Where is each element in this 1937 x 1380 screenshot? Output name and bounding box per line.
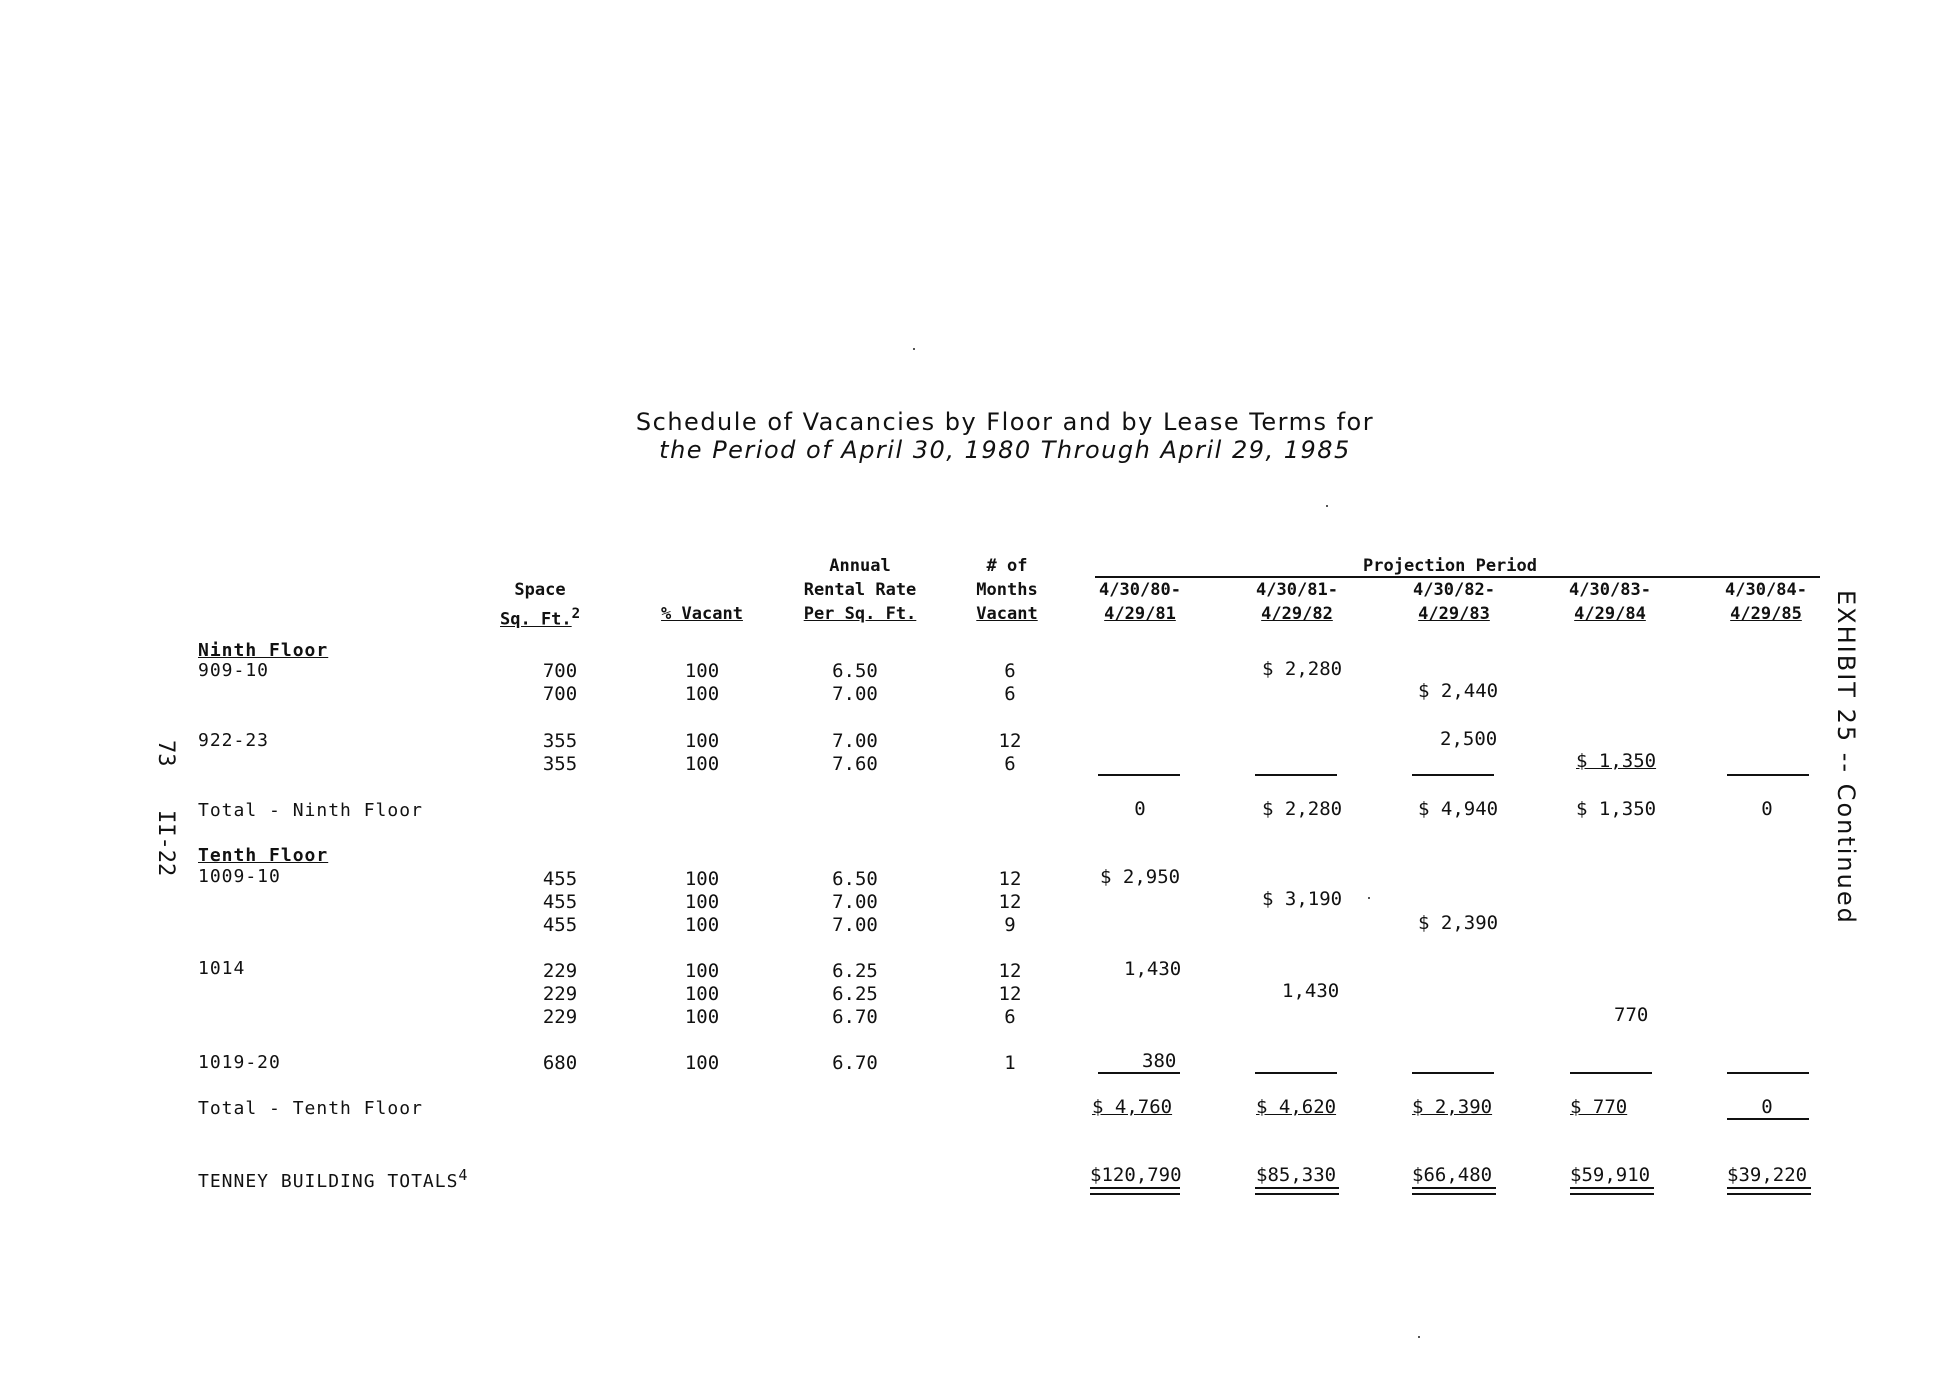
total-period-2: $ 4,620 (1256, 1096, 1337, 1118)
period-1-start: 4/30/80- (1099, 580, 1181, 600)
exhibit-label: EXHIBIT 25 -- Continued (1832, 590, 1860, 925)
section-heading-ninth-floor: Ninth Floor (198, 640, 329, 661)
total-period-3: $ 4,940 (1418, 798, 1499, 820)
total-rule-period-5 (1727, 1118, 1809, 1120)
cell-sqft: 229 (542, 1006, 578, 1028)
cell-vacant: 100 (684, 1052, 720, 1074)
footnote-2: 2 (571, 606, 581, 622)
double-rule (1090, 1187, 1180, 1195)
period-2-end: 4/29/82 (1261, 604, 1333, 624)
cell-months: 9 (1004, 914, 1016, 936)
cell-sqft: 455 (542, 914, 578, 936)
cell-sqft: 455 (542, 868, 578, 890)
cell-months: 1 (1004, 1052, 1016, 1074)
cell-months: 12 (998, 730, 1022, 752)
total-label-ninth-floor: Total - Ninth Floor (198, 800, 423, 821)
period-header-3 (1404, 578, 1504, 626)
col-header-rate-l3: Per Sq. Ft. (803, 604, 917, 624)
col-header-space-l2: Sq. Ft.$^2$ (500, 606, 581, 630)
col-header-months (962, 554, 1052, 626)
cell-vacant: 100 (684, 1006, 720, 1028)
cell-months: 6 (1004, 660, 1016, 682)
period-header-2 (1247, 578, 1347, 626)
total-period-1: 0 (1134, 798, 1146, 820)
cell-period-2: 1,430 (1282, 980, 1340, 1002)
cell-months: 12 (998, 983, 1022, 1005)
cell-rate: 7.00 (832, 683, 878, 705)
subtotal-rule (1255, 774, 1337, 776)
cell-period-2: $ 2,280 (1262, 658, 1343, 680)
building-total-period-3: $66,480 (1412, 1164, 1493, 1186)
cell-period-2: $ 3,190 (1262, 888, 1343, 910)
period-4-end: 4/29/84 (1574, 604, 1646, 624)
unit-label: 1009-10 (198, 866, 281, 887)
cell-vacant: 100 (684, 960, 720, 982)
section-heading-tenth-floor: Tenth Floor (198, 845, 329, 866)
building-total-period-4: $59,910 (1570, 1164, 1651, 1186)
total-period-3: $ 2,390 (1412, 1096, 1493, 1118)
period-3-end: 4/29/83 (1418, 604, 1490, 624)
period-5-end: 4/29/85 (1730, 604, 1802, 624)
cell-months: 6 (1004, 683, 1016, 705)
cell-period-1: $ 2,950 (1100, 866, 1181, 888)
total-period-4: $ 1,350 (1576, 798, 1657, 820)
col-header-months-l1: # of (986, 556, 1028, 576)
scan-speck (1368, 897, 1370, 899)
period-header-4 (1560, 578, 1660, 626)
double-rule (1727, 1187, 1811, 1195)
col-header-vacant: % Vacant (661, 604, 743, 624)
scan-speck (913, 348, 915, 350)
period-4-start: 4/30/83- (1569, 580, 1651, 600)
total-period-4: $ 770 (1570, 1096, 1628, 1118)
cell-sqft: 229 (542, 960, 578, 982)
double-rule (1570, 1187, 1654, 1195)
cell-months: 6 (1004, 753, 1016, 775)
cell-vacant: 100 (684, 753, 720, 775)
period-header-1 (1090, 578, 1190, 626)
cell-sqft: 680 (542, 1052, 578, 1074)
subtotal-rule (1098, 774, 1180, 776)
subtotal-rule (1255, 1072, 1337, 1074)
cell-period-3: 2,500 (1440, 728, 1498, 750)
scan-speck (1326, 505, 1328, 507)
page-number: 73 (153, 740, 178, 767)
projection-period-header: Projection Period (1363, 556, 1537, 576)
building-total-period-1: $120,790 (1090, 1164, 1182, 1186)
period-5-start: 4/30/84- (1725, 580, 1807, 600)
cell-rate: 6.25 (832, 983, 878, 1005)
cell-vacant: 100 (684, 914, 720, 936)
cell-rate: 7.00 (832, 914, 878, 936)
col-header-rate-l2: Rental Rate (803, 580, 917, 600)
cell-sqft: 455 (542, 891, 578, 913)
cell-rate: 6.50 (832, 660, 878, 682)
unit-label: 1019-20 (198, 1052, 281, 1073)
cell-vacant: 100 (684, 730, 720, 752)
subtotal-rule (1727, 1072, 1809, 1074)
period-3-start: 4/30/82- (1413, 580, 1495, 600)
total-period-2: $ 2,280 (1262, 798, 1343, 820)
building-totals-label (198, 1166, 468, 1192)
total-period-1: $ 4,760 (1092, 1096, 1173, 1118)
building-total-period-2: $85,330 (1256, 1164, 1337, 1186)
total-period-5: 0 (1761, 1096, 1773, 1118)
total-period-5: 0 (1761, 798, 1773, 820)
cell-vacant: 100 (684, 891, 720, 913)
period-2-start: 4/30/81- (1256, 580, 1338, 600)
cell-rate: 7.00 (832, 891, 878, 913)
cell-vacant: 100 (684, 983, 720, 1005)
subtotal-rule (1098, 1072, 1180, 1074)
cell-sqft: 700 (542, 683, 578, 705)
subtotal-rule (1570, 1072, 1652, 1074)
scan-speck (1418, 1336, 1420, 1338)
cell-rate: 6.50 (832, 868, 878, 890)
page-title: Schedule of Vacancies by Floor and by Lease Terms for (635, 408, 1375, 436)
cell-months: 6 (1004, 1006, 1016, 1028)
page-subtitle: the Period of April 30, 1980 Through April 29, 1985 (659, 436, 1351, 464)
cell-period-4: $ 1,350 (1576, 750, 1657, 772)
subtotal-rule (1412, 1072, 1494, 1074)
cell-rate: 6.70 (832, 1006, 878, 1028)
unit-label: 1014 (198, 958, 246, 979)
building-total-period-5: $39,220 (1727, 1164, 1808, 1186)
double-rule (1255, 1187, 1339, 1195)
col-header-months-l3: Vacant (976, 604, 1038, 624)
cell-rate: 7.00 (832, 730, 878, 752)
col-header-space (500, 578, 580, 632)
total-label-tenth-floor: Total - Tenth Floor (198, 1098, 423, 1119)
footnote-4: 4 (458, 1166, 469, 1184)
unit-label: 909-10 (198, 660, 270, 681)
subtotal-rule (1727, 774, 1809, 776)
cell-sqft: 700 (542, 660, 578, 682)
cell-vacant: 100 (684, 660, 720, 682)
cell-sqft: 229 (542, 983, 578, 1005)
building-totals-text: TENNEY BUILDING TOTALS (198, 1171, 459, 1192)
cell-vacant: 100 (684, 683, 720, 705)
cell-rate: 7.60 (832, 753, 878, 775)
col-header-rate (790, 554, 930, 626)
cell-rate: 6.70 (832, 1052, 878, 1074)
cell-period-1: 1,430 (1124, 958, 1182, 980)
section-number: II-22 (153, 810, 178, 877)
period-header-5 (1716, 578, 1816, 626)
cell-period-3: $ 2,390 (1418, 912, 1499, 934)
period-1-end: 4/29/81 (1104, 604, 1176, 624)
cell-period-3: $ 2,440 (1418, 680, 1499, 702)
cell-vacant: 100 (684, 868, 720, 890)
cell-months: 12 (998, 960, 1022, 982)
cell-sqft: 355 (542, 730, 578, 752)
double-rule (1412, 1187, 1496, 1195)
unit-label: 922-23 (198, 730, 270, 751)
col-header-space-l1: Space (514, 580, 566, 600)
cell-rate: 6.25 (832, 960, 878, 982)
cell-period-4: 770 (1614, 1004, 1649, 1026)
subtotal-rule (1412, 774, 1494, 776)
cell-period-1: 380 (1142, 1050, 1177, 1072)
cell-sqft: 355 (542, 753, 578, 775)
cell-months: 12 (998, 868, 1022, 890)
col-header-months-l2: Months (976, 580, 1038, 600)
cell-months: 12 (998, 891, 1022, 913)
col-header-rate-l1: Annual (829, 556, 891, 576)
